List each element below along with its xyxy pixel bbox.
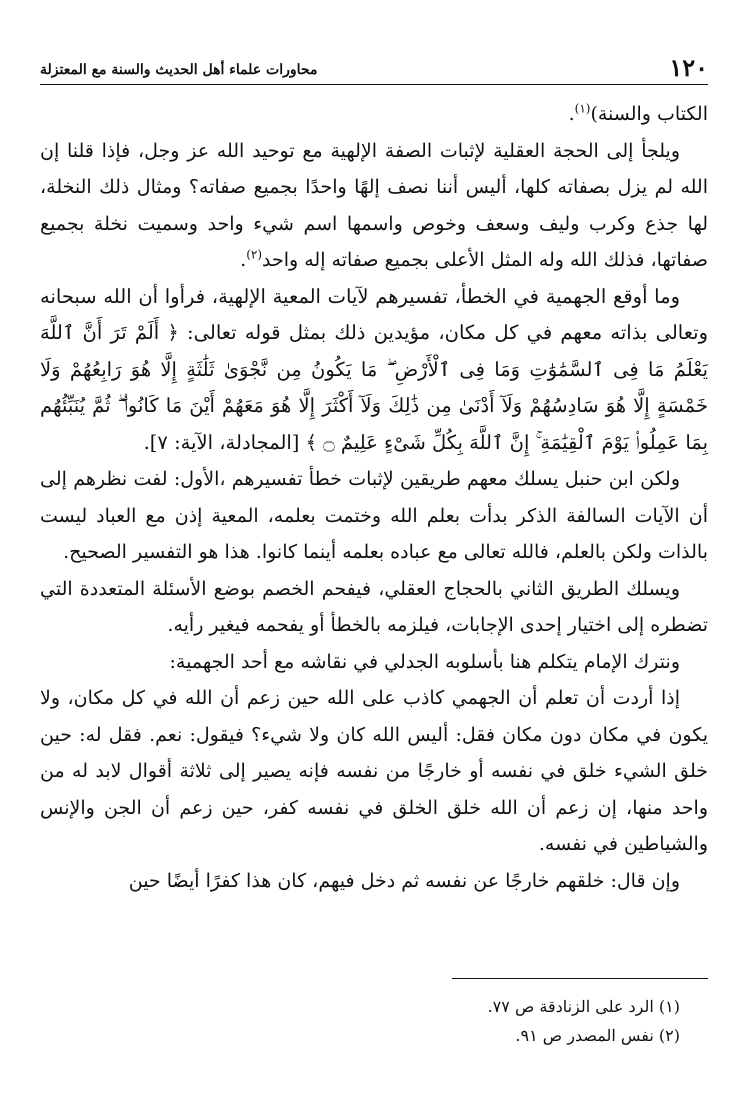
paragraph: ويسلك الطريق الثاني بالحجاج العقلي، فيفحم الخصم بوضع الأسئلة المتعددة التي تضطره إلى اختيار إحدى الإجابات، فيلزمه بالخطأ أو يفحمه فيغير رأيه. <box>40 577 708 636</box>
paragraph: إذا أردت أن تعلم أن الجهمي كاذب على الله حين زعم أن الله في كل مكان، ولا يكون في مكان دون مكان فقل: أليس الله كان ولا شيء؟ فيقول: نعم. فقل له: حين خلق الشيء خلق في نفسه أو خارجًا من نفسه فإنه يصير إلى ثلاثة أقوال لابد له من واحد منها، إن زعم أن الله خلق الخلق في نفسه كفر، حين زعم أن الجن والإنس والشياطين في نفسه. <box>40 687 708 855</box>
page-number: ١٢٠ <box>669 53 708 82</box>
footnote-ref: (١) <box>574 101 591 116</box>
footnotes <box>40 992 708 1050</box>
footnote: (٢) نفس المصدر ص ٩١. <box>515 1026 680 1045</box>
body-text <box>40 96 708 899</box>
book-page <box>40 0 708 1100</box>
paragraph: ولكن ابن حنبل يسلك معهم طريقين لإثبات خطأ تفسيرهم ،الأول: لفت نظرهم إلى أن الآيات السالفة الذكر بدأت بعلم الله وختمت بعلمه، المعية إذن مع العباد ليست بالذات ولكن بالعلم، فالله تعالى مع عباده بعلمه أينما كانوا. هذا هو التفسير الصحيح. <box>40 468 708 563</box>
footnote-ref: (٢) <box>246 247 263 262</box>
page-header <box>40 52 708 85</box>
paragraph-with-quran-verse: وما أوقع الجهمية في الخطأ، تفسيرهم لآيات المعية الإلهية، فرأوا أن الله سبحانه وتعالى بذاته معهم في كل مكان، مؤيدين ذلك بمثل قوله تعالى: ﴿ أَلَمْ تَرَ أَنَّ ٱللَّهَ يَعْلَمُ مَا فِى ٱلسَّمَٰوَٰتِ وَمَا فِى ٱلْأَرْضِ ۖ مَا يَكُونُ مِن نَّجْوَىٰ ثَلَٰثَةٍ إِلَّا هُوَ رَابِعُهُمْ وَلَا خَمْسَةٍ إِلَّا هُوَ سَادِسُهُمْ وَلَآ أَدْنَىٰ مِن ذَٰلِكَ وَلَآ أَكْثَرَ إِلَّا هُوَ مَعَهُمْ أَيْنَ مَا كَانُوا۟ ۖ ثُمَّ يُنَبِّئُهُم بِمَا عَمِلُوا۟ يَوْمَ ٱلْقِيَٰمَةِ ۚ إِنَّ ٱللَّهَ بِكُلِّ شَىْءٍ عَلِيمٌ ۝ ﴾ [المجادلة، الآية: ٧]. <box>40 284 708 454</box>
footnote-separator <box>452 978 708 979</box>
paragraph: الكتاب والسنة)$^{(١)}$. <box>568 101 708 125</box>
footnote: (١) الرد على الزنادقة ص ٧٧. <box>487 997 680 1016</box>
running-title: محاورات علماء أهل الحديث والسنة مع المعتزلة <box>40 62 318 78</box>
paragraph: ونترك الإمام يتكلم هنا بأسلوبه الجدلي في نقاشه مع أحد الجهمية: <box>169 650 680 673</box>
paragraph: وإن قال: خلقهم خارجًا عن نفسه ثم دخل فيهم، كان هذا كفرًا أيضًا حين <box>128 869 680 892</box>
paragraph: ويلجأ إلى الحجة العقلية لإثبات الصفة الإلهية مع توحيد الله عز وجل، فإذا قلنا إن الله لم يزل بصفاته كلها، أليس أننا نصف إلهًا واحدًا بجميع صفاته؟ ومثال ذلك النخلة، لها جذع وكرب وليف وسعف وخوص واسمها اسم شيء واحد وسميت نخلة بجميع صفاتها، فذلك الله وله المثل الأعلى بجميع صفاته إله واحد$^{(٢)}$. <box>40 139 708 271</box>
